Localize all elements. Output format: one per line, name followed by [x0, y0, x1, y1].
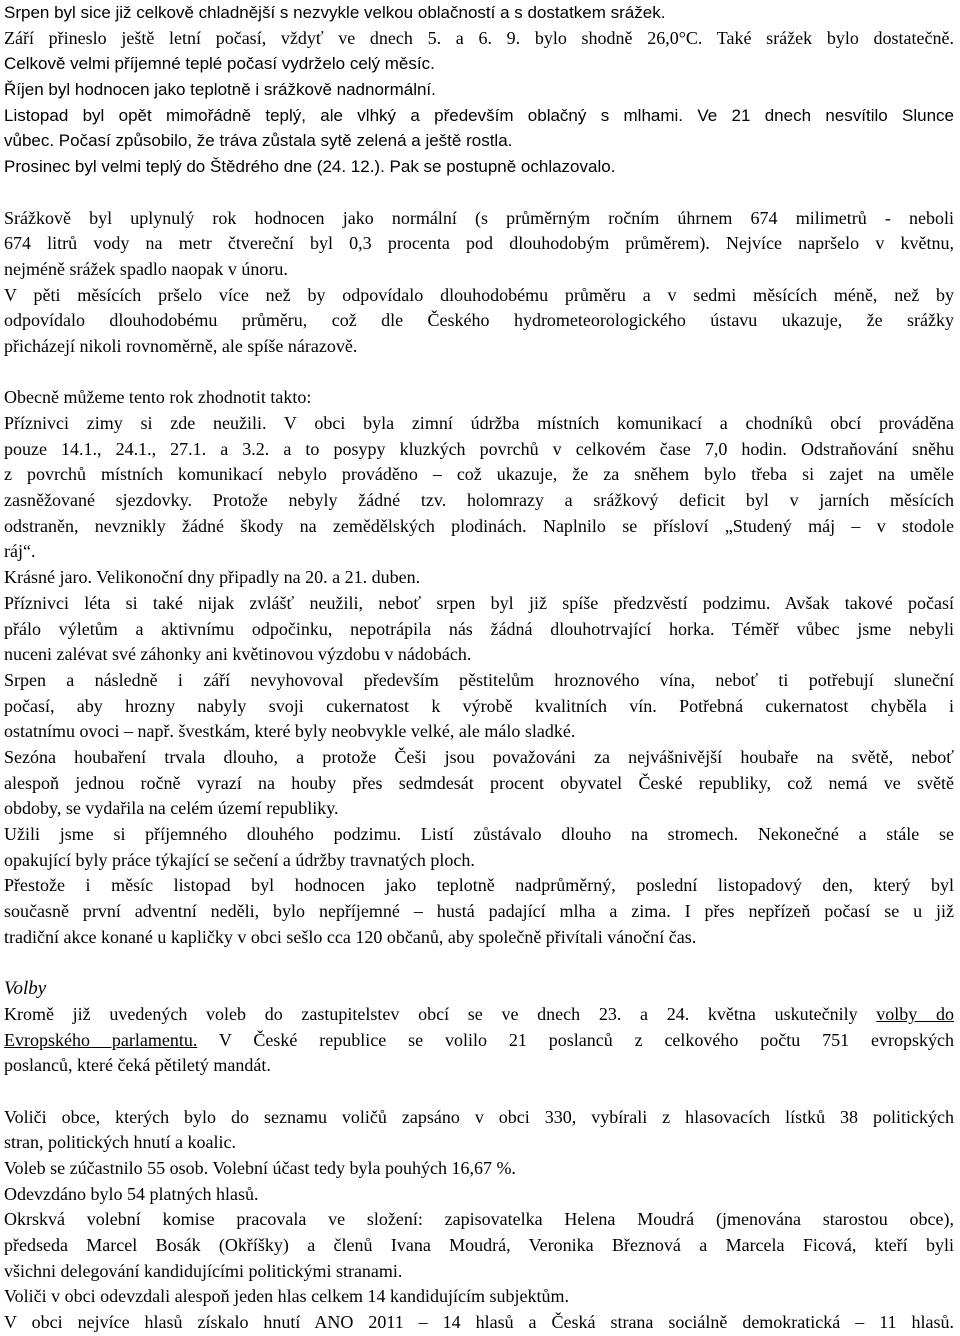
- paragraph-gap: [4, 180, 954, 206]
- paragraph-gap: [4, 1079, 954, 1105]
- text-line: Říjen byl hodnocen jako teplotně i srážkově nadnormální.: [4, 80, 436, 100]
- text-line: Srpen byl sice již celkově chladnější s nezvykle velkou oblačností a s dostatkem srážek.: [4, 3, 666, 22]
- text-line: Voliči obce, kterých bylo do seznamu voličů zapsáno v obci 330, vybírali z hlasovacích lístků 38 politických: [4, 1106, 954, 1127]
- text-line: Okrskvá volební komise pracovala ve složení: zapisovatelka Helena Moudrá (jmenována starostou obce),: [4, 1209, 954, 1230]
- text-line: Celkově velmi příjemné teplé počasí vydrželo celý měsíc.: [4, 54, 435, 74]
- section-heading: Volby: [4, 978, 47, 1000]
- text-line: V pěti měsících pršelo více než by odpovídalo dlouhodobému průměru a v sedmi měsících méně, než by: [4, 284, 954, 305]
- text-line: 674 litrů vody na metr čtvereční byl 0,3 procenta pod dlouhodobým průměrem). Nejvíce napršelo v květnu,: [4, 233, 954, 254]
- text-line: Přestože i měsíc listopad byl hodnocen jako teplotně nadprůměrný, poslední listopadový den, který byl: [4, 875, 954, 896]
- text-line: Srpen a následně i září nevyhovoval především pěstitelům hroznového vína, neboť ti potřebují sluneční: [4, 669, 954, 690]
- text-line: [4, 1028, 954, 1054]
- text-line: pouze 14.1., 24.1., 27.1. a 3.2. a to posypy kluzkých povrchů v celkovém čase 7,0 hodin. Odstraňování sněhu: [4, 438, 954, 459]
- text-line: Voliči v obci odevzdali alespoň jeden hlas celkem 14 kandidujícím subjektům.: [4, 1286, 570, 1307]
- eu-parliament-link[interactable]: volby do: [876, 1003, 954, 1024]
- text-line: nejméně srážek spadlo naopak v únoru.: [4, 258, 288, 279]
- text-line: z povrchů místních komunikací nebylo prováděno – což ukazuje, že za sněhem bylo třeba si zajet na uměle: [4, 464, 954, 485]
- text-line: odpovídalo dlouhodobému průměru, což dle Českého hydrometeorologického ústavu ukazuje, že srážky: [4, 310, 954, 331]
- text-line: Září přineslo ještě letní počasí, vždyť ve dnech 5. a 6. 9. bylo shodně 26,0°C. Také srážek bylo dostatečně.: [4, 27, 954, 48]
- paragraph-gap: [4, 360, 954, 386]
- precipitation-section: [4, 206, 954, 360]
- text-line: zasněžované sjezdovky. Protože nebyly žádné tzv. holomrazy a srážkový deficit byl v jarních měsících: [4, 490, 954, 511]
- text-line: současně první adventní neděli, bylo nepříjemné – hustá padající mlha a zima. I přes nepřízeň počasí se u již: [4, 901, 954, 922]
- volby-section: [4, 976, 954, 1079]
- text-line: poslanců, které čeká pětiletý mandát.: [4, 1055, 271, 1076]
- text-fragment: V České republice se volilo 21 poslanců z celkového počtu 751 evropských: [197, 1029, 954, 1050]
- text-line: Užili jsme si příjemného dlouhého podzimu. Listí zůstávalo dlouho na stromech. Nekonečné a stále se: [4, 824, 954, 844]
- text-line: Příznivci zimy si zde neužili. V obci byla zimní údržba místních komunikací a chodníků obcí prováděna: [4, 413, 954, 433]
- text-line: nuceni zalévat své záhonky ani květinovou výzdobu v nádobách.: [4, 644, 472, 665]
- text-line: Srážkově byl uplynulý rok hodnocen jako normální (s průměrným ročním úhrnem 674 milimetrů - neboli: [4, 207, 954, 228]
- text-line: ráj“.: [4, 541, 36, 562]
- text-fragment: Kromě již uvedených voleb do zastupitelstev obcí se ve dnech 23. a 24. května uskutečnily: [4, 1003, 877, 1024]
- text-line: Sezóna houbaření trvala dlouho, a protože Češi jsou považováni za nejvášnivější houbaře na světě, neboť: [4, 746, 954, 767]
- text-line: V obci nejvíce hlasů získalo hnutí ANO 2011 – 14 hlasů a Česká strana sociálně demokratická – 11 hlasů.: [4, 1312, 954, 1333]
- text-line: Obecně můžeme tento rok zhodnotit takto:: [4, 387, 312, 408]
- paragraph-gap: [4, 950, 954, 976]
- text-line: předseda Marcel Bosák (Okříšky) a členů Ivana Moudrá, Veronika Březnová a Marcela Ficová, kteří byli: [4, 1235, 954, 1255]
- voting-results-section: [4, 1105, 954, 1336]
- text-line: Voleb se zúčastnilo 55 osob. Volební účast tedy byla pouhých 16,67 %.: [4, 1157, 516, 1178]
- text-line: [4, 1002, 954, 1028]
- text-line: přálo výletům a aktivnímu odpočinku, nepotrápila nás žádná dlouhotrvající horka. Téměř vůbec jsme nebyli: [4, 618, 954, 639]
- text-line: odstraněn, nevznikly žádné škody na zemědělských plodinách. Naplnilo se přísloví „Studený máj – v stodole: [4, 515, 954, 536]
- text-line: počasí, aby hrozny nabyly svoji cukernatost k výrobě kvalitních vín. Potřebná cukernatost chyběla i: [4, 695, 954, 716]
- text-line: Krásné jaro. Velikonoční dny připadly na 20. a 21. duben.: [4, 567, 421, 588]
- text-line: opakující byly práce týkající se sečení a údržby travnatých ploch.: [4, 849, 475, 870]
- text-line: Odevzdáno bylo 54 platných hlasů.: [4, 1183, 259, 1204]
- text-line: Listopad byl opět mimořádně teplý, ale vlhký a především oblačný s mlhami. Ve 21 dnech nesvítilo Slunce: [4, 105, 954, 125]
- text-line: vůbec. Počasí způsobilo, že tráva zůstala sytě zelená a ještě rostla.: [4, 131, 513, 151]
- year-summary-section: [4, 385, 954, 950]
- eu-parliament-link[interactable]: Evropského parlamentu.: [4, 1029, 198, 1050]
- weather-section: [4, 0, 954, 180]
- text-line: Příznivci léta si také nijak zvlášť neužili, neboť srpen byl již spíše předzvěstí podzimu. Avšak takové počasí: [4, 592, 954, 613]
- text-line: ostatnímu ovoci – např. švestkám, které byly neobvykle velké, ale málo sladké.: [4, 721, 576, 742]
- text-line: tradiční akce konané u kapličky v obci sešlo cca 120 občanů, aby společně přivítali vánoční čas.: [4, 926, 697, 947]
- text-line: Prosinec byl velmi teplý do Štědrého dne (24. 12.). Pak se postupně ochlazovalo.: [4, 157, 616, 177]
- text-line: stran, politických hnutí a koalic.: [4, 1132, 236, 1153]
- text-line: obdoby, se vydařila na celém území republiky.: [4, 798, 339, 819]
- text-line: přicházejí nikoli rovnoměrně, ale spíše nárazově.: [4, 335, 358, 356]
- text-line: alespoň jednou ročně vyrazí na houby přes sedmdesát procent obyvatel České republiky, což nemá ve světě: [4, 772, 954, 793]
- text-line: všichni delegování kandidujícími politickými stranami.: [4, 1260, 403, 1281]
